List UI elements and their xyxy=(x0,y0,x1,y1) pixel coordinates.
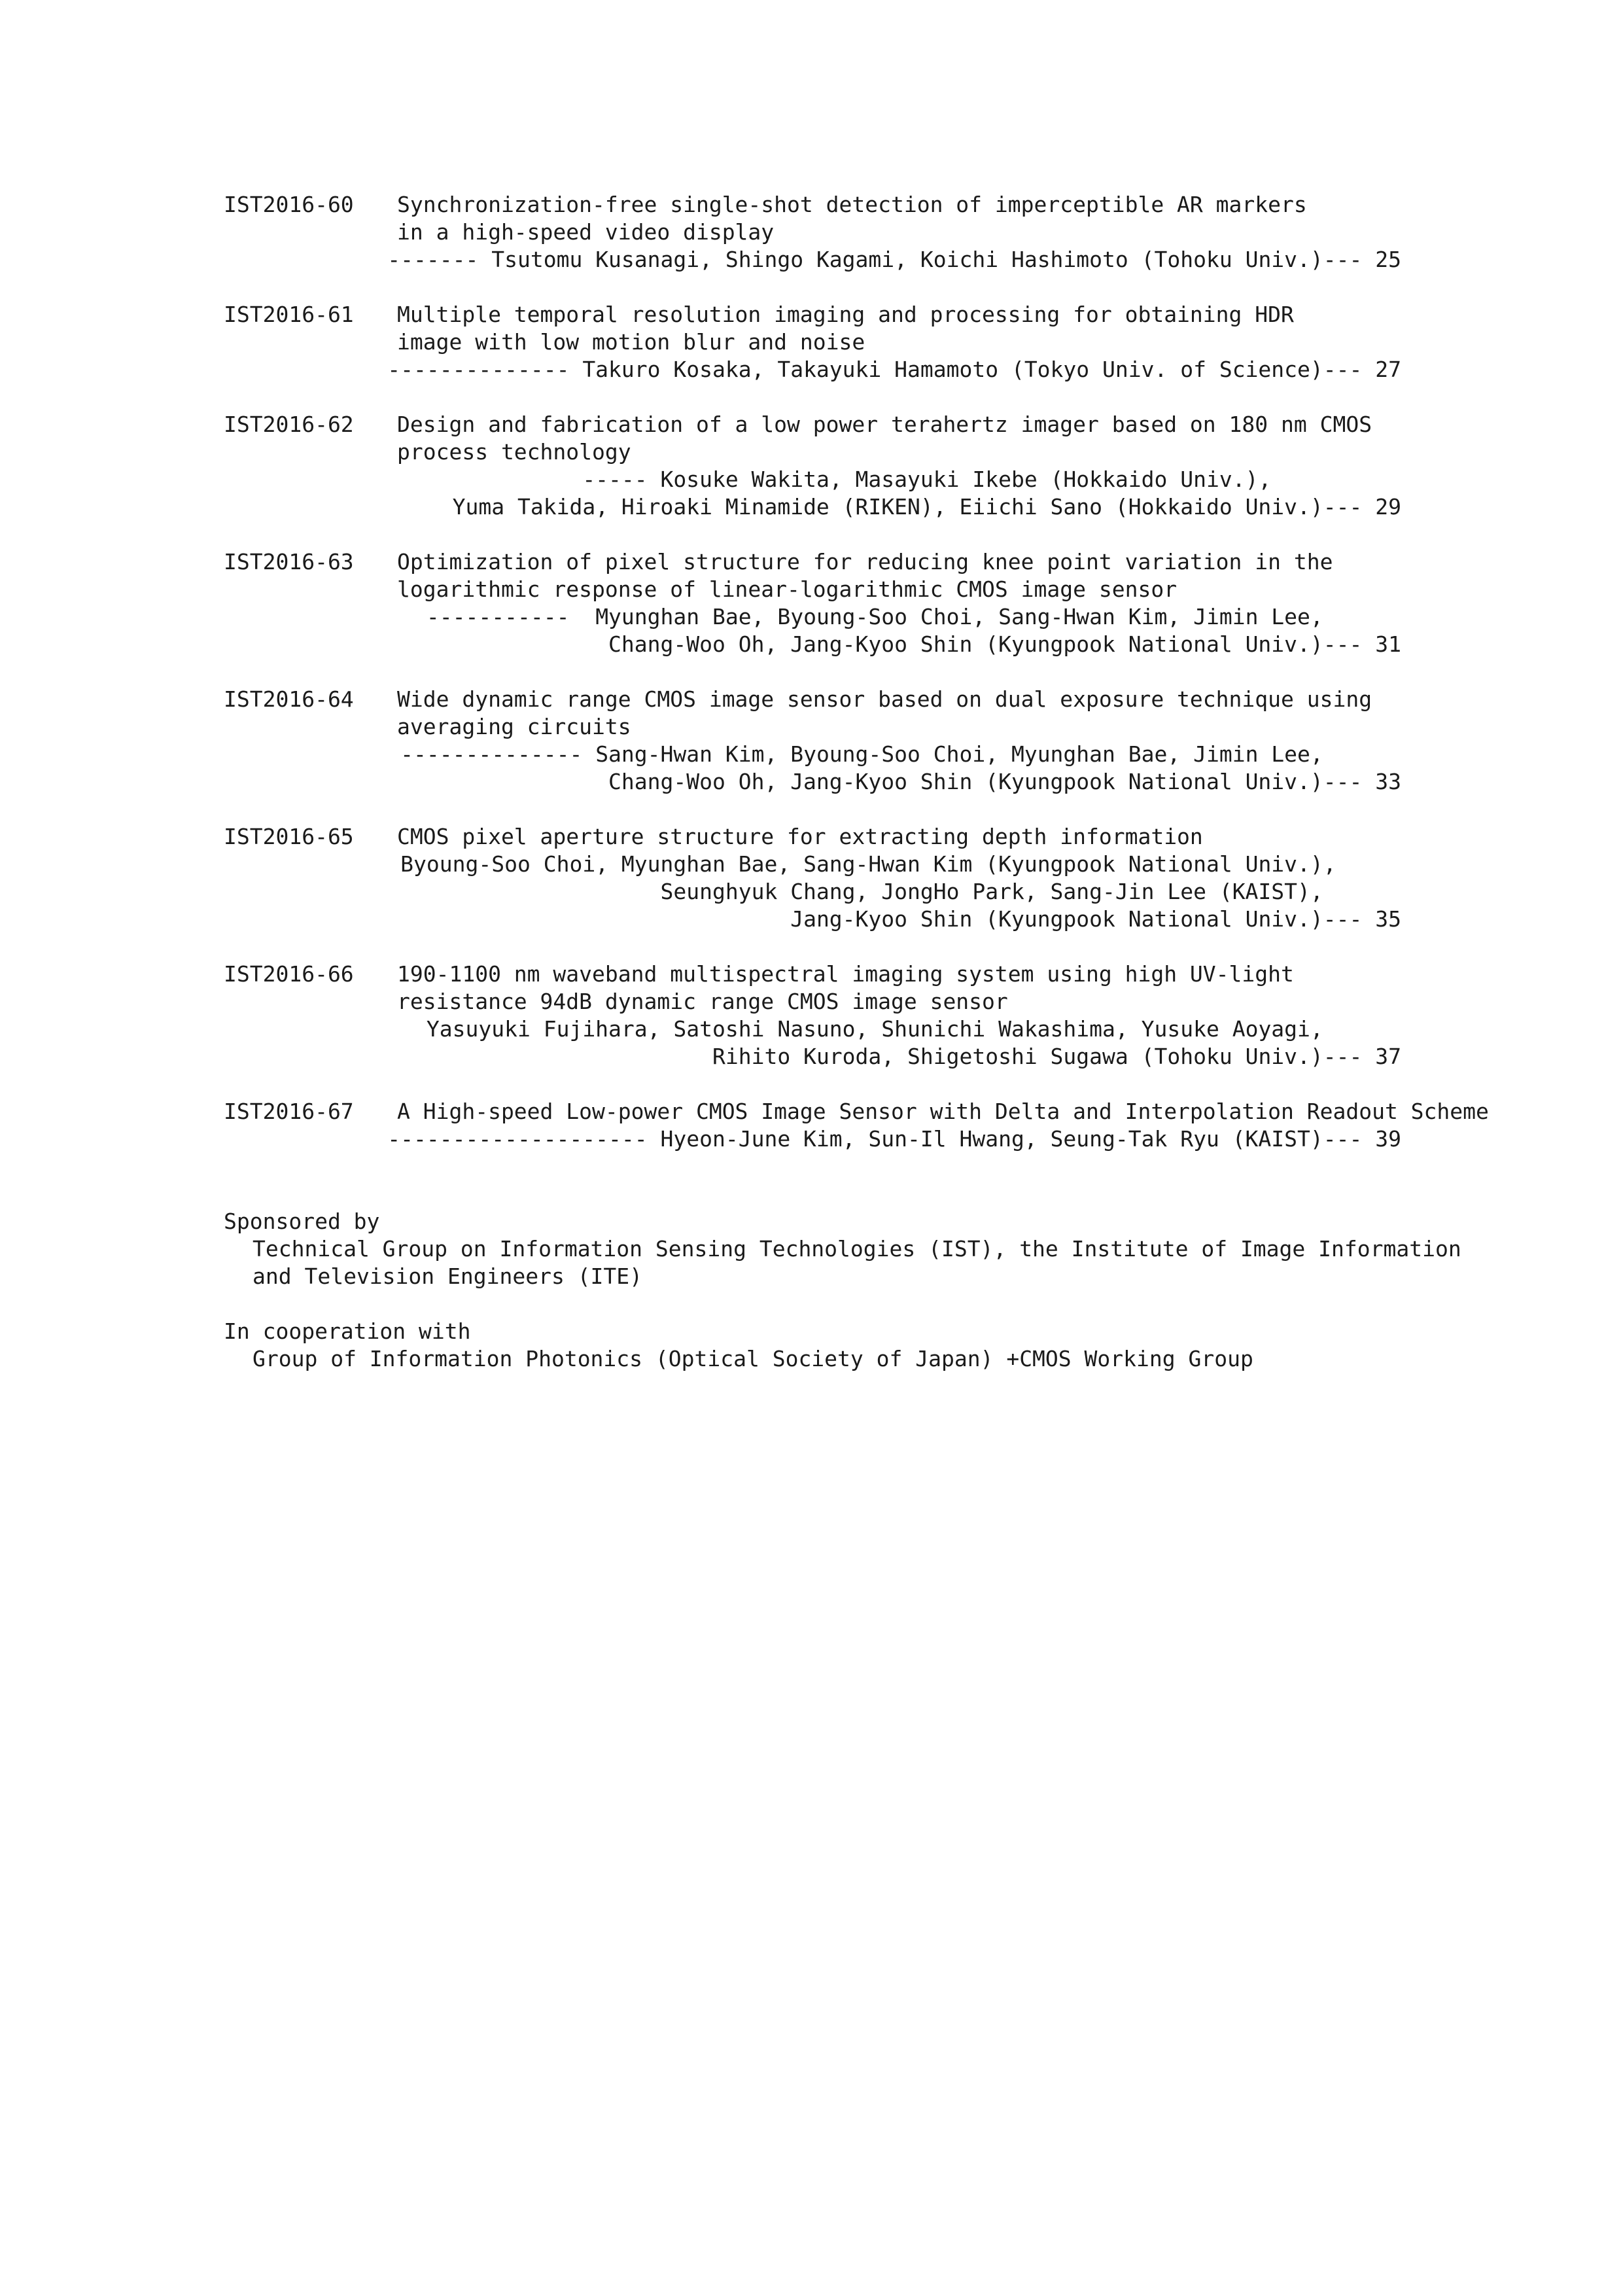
program-entry xyxy=(224,823,1401,933)
entry-id: IST2016-61 xyxy=(224,302,354,327)
entry-page-number: --- 29 xyxy=(1323,494,1401,520)
entry-body xyxy=(387,301,1401,383)
entry-author-line xyxy=(397,1016,1401,1043)
entry-authors: Yasuyuki Fujihara, Satoshi Nasuno, Shunichi Wakashima, Yusuke Aoyagi, xyxy=(426,1016,1323,1042)
entry-page-number: --- 27 xyxy=(1323,357,1401,382)
entry-body xyxy=(397,548,1401,658)
entry-author-line xyxy=(397,741,1401,768)
entry-page-number: --- 35 xyxy=(1323,906,1401,932)
line-padding xyxy=(1323,1016,1401,1043)
entry-title-line: Synchronization-free single-shot detection of imperceptible AR markers xyxy=(397,192,1307,217)
entry-body xyxy=(397,411,1401,521)
entry-title-line: 190-1100 nm waveband multispectral imaging system using high UV-light xyxy=(397,961,1294,987)
leader-dashes: ----------- xyxy=(426,604,596,629)
program-entry xyxy=(224,548,1401,658)
entry-id: IST2016-66 xyxy=(224,961,354,987)
entry-title-line: resistance 94dB dynamic range CMOS image sensor xyxy=(397,989,1008,1014)
entry-title-line: Optimization of pixel structure for reducing knee point variation in the xyxy=(397,549,1333,574)
entry-page-number: --- 37 xyxy=(1323,1044,1401,1069)
leader-dashes: -------------- xyxy=(387,357,583,382)
entry-authors: Jang-Kyoo Shin (Kyungpook National Univ.) xyxy=(790,906,1323,932)
entry-authors: Tsutomu Kusanagi, Shingo Kagami, Koichi Hashimoto (Tohoku Univ.) xyxy=(491,247,1323,272)
entry-body xyxy=(397,686,1401,796)
entry-author-line xyxy=(397,878,1401,906)
entry-page-number: --- 33 xyxy=(1323,769,1401,794)
entry-author-line xyxy=(397,851,1401,878)
entry-body xyxy=(387,191,1401,274)
entry-author-line xyxy=(397,768,1401,796)
entry-body xyxy=(397,823,1401,933)
entry-title-line: process technology xyxy=(397,439,631,465)
entry-title-line: averaging circuits xyxy=(397,714,631,739)
line-padding xyxy=(1323,741,1401,768)
entry-id: IST2016-62 xyxy=(224,412,354,437)
entry-authors: Sang-Hwan Kim, Byoung-Soo Choi, Myunghan Bae, Jimin Lee, xyxy=(595,741,1323,767)
entry-author-line xyxy=(397,631,1401,658)
entry-author-line xyxy=(397,603,1401,631)
entry-title-line: image with low motion blur and noise xyxy=(397,329,865,355)
entry-authors: Yuma Takida, Hiroaki Minamide (RIKEN), Eiichi Sano (Hokkaido Univ.) xyxy=(452,494,1323,520)
entry-authors: Myunghan Bae, Byoung-Soo Choi, Sang-Hwan Kim, Jimin Lee, xyxy=(595,604,1323,629)
sponsored-section xyxy=(224,1208,1461,1290)
entry-title-line: logarithmic response of linear-logarithmic CMOS image sensor xyxy=(397,576,1178,602)
entry-id: IST2016-60 xyxy=(224,192,354,217)
entry-title-line: A High-speed Low-power CMOS Image Sensor with Delta and Interpolation Readout Scheme xyxy=(397,1099,1489,1124)
entry-id: IST2016-65 xyxy=(224,824,354,849)
entry-author-line xyxy=(387,356,1401,383)
entry-id: IST2016-67 xyxy=(224,1099,354,1124)
leader-dashes: ------- xyxy=(387,247,492,272)
line-padding xyxy=(1336,851,1401,878)
cooperation-line: Group of Information Photonics (Optical Society of Japan) +CMOS Working Group xyxy=(253,1346,1253,1371)
entry-title-line: Multiple temporal resolution imaging and processing for obtaining HDR xyxy=(397,302,1294,327)
program-entry xyxy=(224,686,1401,796)
leader-dashes: ----- xyxy=(582,467,661,492)
entry-title-line: Design and fabrication of a low power terahertz imager based on 180 nm CMOS xyxy=(397,412,1372,437)
entry-author-line xyxy=(397,493,1401,521)
entry-author-line xyxy=(387,1125,1401,1153)
program-entry xyxy=(224,301,1401,383)
program-entry xyxy=(224,411,1401,521)
entry-page-number: --- 31 xyxy=(1323,631,1401,657)
line-padding xyxy=(1271,466,1401,493)
program-page xyxy=(224,191,1489,1373)
entry-title-line: Wide dynamic range CMOS image sensor based on dual exposure technique using xyxy=(397,686,1372,712)
cooperation-section xyxy=(224,1318,1401,1373)
entry-id: IST2016-63 xyxy=(224,549,354,574)
program-entry xyxy=(224,191,1401,274)
line-padding xyxy=(1323,603,1401,631)
entry-author-line xyxy=(397,906,1401,933)
sponsored-line: and Television Engineers (ITE) xyxy=(253,1263,643,1289)
sponsored-line: Technical Group on Information Sensing Technologies (IST), the Institute of Image Information xyxy=(253,1236,1461,1262)
entry-authors: Seunghyuk Chang, JongHo Park, Sang-Jin Lee (KAIST), xyxy=(660,879,1323,904)
sponsored-heading: Sponsored by xyxy=(224,1209,380,1234)
entry-authors: Rihito Kuroda, Shigetoshi Sugawa (Tohoku Univ.) xyxy=(712,1044,1323,1069)
entry-id: IST2016-64 xyxy=(224,686,354,712)
entry-page-number: --- 39 xyxy=(1323,1126,1401,1152)
entry-body xyxy=(397,961,1401,1070)
entry-authors: Chang-Woo Oh, Jang-Kyoo Shin (Kyungpook National Univ.) xyxy=(608,769,1323,794)
entry-body xyxy=(387,1098,1489,1153)
program-entry xyxy=(224,1098,1489,1153)
entry-author-line xyxy=(387,246,1401,274)
entry-authors: Byoung-Soo Choi, Myunghan Bae, Sang-Hwan Kim (Kyungpook National Univ.), xyxy=(400,851,1336,877)
entry-author-line xyxy=(397,1043,1401,1070)
entry-authors: Hyeon-June Kim, Sun-Il Hwang, Seung-Tak Ryu (KAIST) xyxy=(660,1126,1323,1152)
line-padding xyxy=(1323,878,1401,906)
cooperation-heading: In cooperation with xyxy=(224,1318,471,1344)
entry-authors: Takuro Kosaka, Takayuki Hamamoto (Tokyo Univ. of Science) xyxy=(582,357,1323,382)
program-entry xyxy=(224,961,1401,1070)
entry-authors: Kosuke Wakita, Masayuki Ikebe (Hokkaido Univ.), xyxy=(660,467,1272,492)
entry-title-line: CMOS pixel aperture structure for extracting depth information xyxy=(397,824,1203,849)
leader-dashes: -------------- xyxy=(400,741,596,767)
entry-title-line: in a high-speed video display xyxy=(397,219,775,245)
entry-page-number: --- 25 xyxy=(1323,247,1401,272)
entry-author-line xyxy=(397,466,1401,493)
entry-authors: Chang-Woo Oh, Jang-Kyoo Shin (Kyungpook National Univ.) xyxy=(608,631,1323,657)
leader-dashes: -------------------- xyxy=(387,1126,661,1152)
